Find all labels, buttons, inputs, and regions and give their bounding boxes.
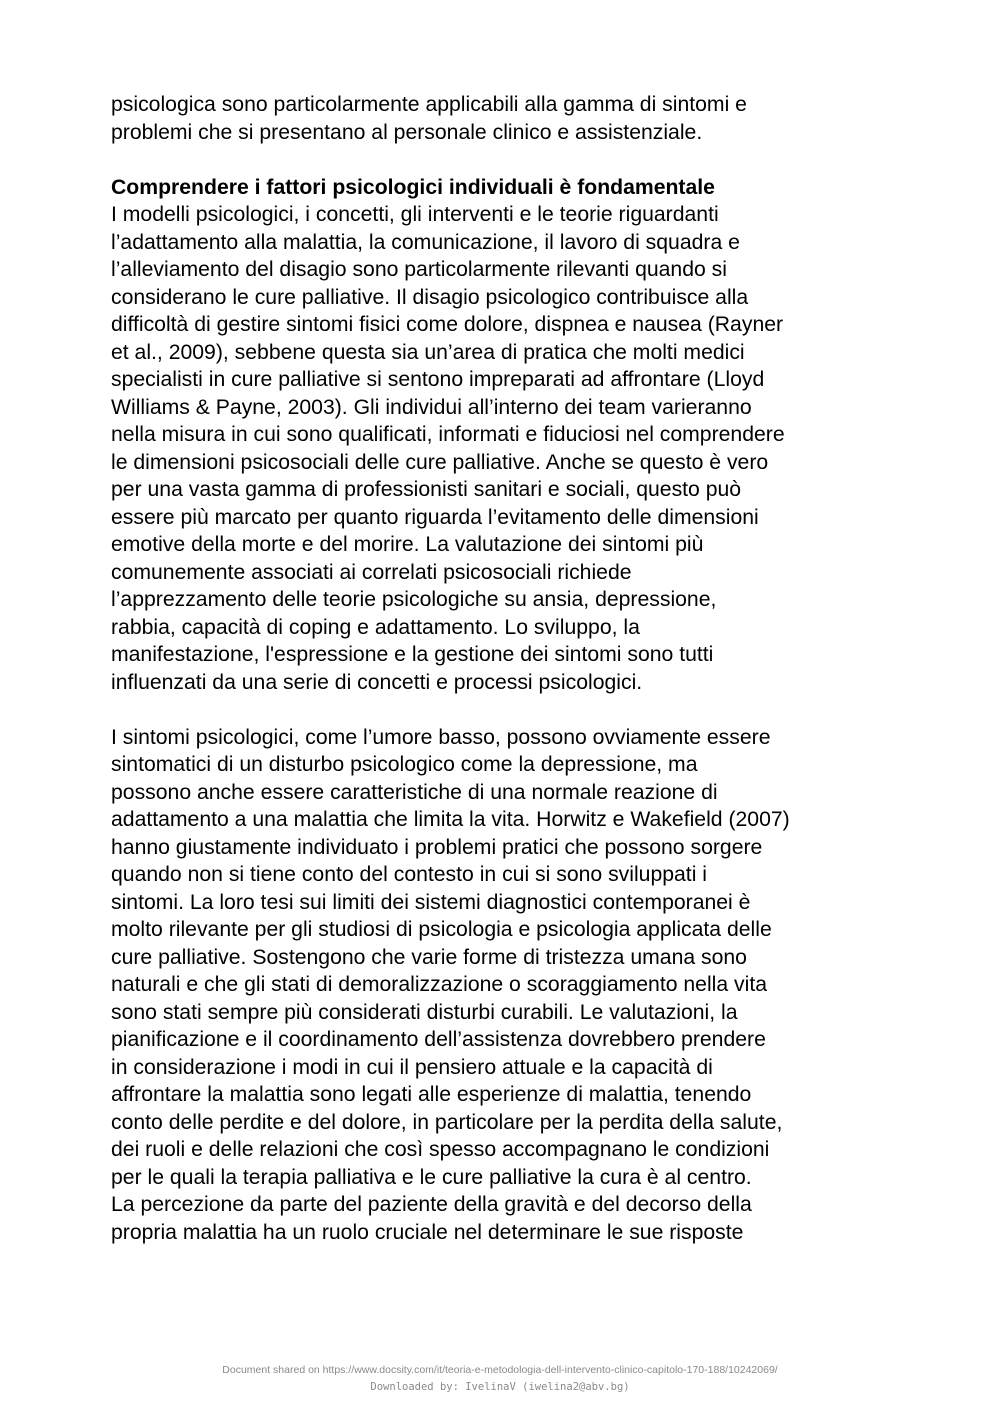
text-line: l’adattamento alla malattia, la comunicazione, il lavoro di squadra e: [111, 230, 740, 254]
text-line: La percezione da parte del paziente della gravità e del decorso della: [111, 1193, 752, 1216]
text-line: et al., 2009), sebbene questa sia un’area di pratica che molti medici: [111, 340, 745, 364]
text-line: problemi che si presentano al personale clinico e assistenziale.: [111, 120, 703, 144]
text-line: possono anche essere caratteristiche di una normale reazione di: [111, 780, 718, 804]
text-line: propria malattia ha un ruolo cruciale nel determinare le sue risposte: [111, 1220, 744, 1244]
text-line: I modelli psicologici, i concetti, gli interventi e le teorie riguardanti: [111, 203, 719, 226]
text-line: rabbia, capacità di coping e adattamento. Lo sviluppo, la: [111, 615, 640, 639]
text-line: per le quali la terapia palliativa e le cure palliative la cura è al centro.: [111, 1165, 752, 1189]
text-line: sono stati sempre più considerati disturbi curabili. Le valutazioni, la: [111, 1000, 738, 1024]
text-line: quando non si tiene conto del contesto in cui si sono sviluppati i: [111, 863, 707, 886]
text-line: naturali e che gli stati di demoralizzazione o scoraggiamento nella vita: [111, 973, 767, 996]
text-line: psicologica sono particolarmente applicabili alla gamma di sintomi e: [111, 93, 747, 116]
paragraph-spacer: [111, 146, 901, 174]
text-line: dei ruoli e delle relazioni che così spesso accompagnano le condizioni: [111, 1138, 770, 1161]
section-heading: Comprendere i fattori psicologici individuali è fondamentale: [111, 175, 715, 199]
text-line: nella misura in cui sono qualificati, informati e fiduciosi nel comprendere: [111, 423, 785, 446]
text-line: pianificazione e il coordinamento dell’assistenza dovrebbero prendere: [111, 1028, 766, 1051]
text-line: per una vasta gamma di professionisti sanitari e sociali, questo può: [111, 478, 742, 501]
text-line: sintomi. La loro tesi sui limiti dei sistemi diagnostici contemporanei è: [111, 890, 751, 914]
paragraph-1: [111, 201, 901, 696]
text-line: considerano le cure palliative. Il disagio psicologico contribuisce alla: [111, 285, 749, 309]
text-line: Williams & Payne, 2003). Gli individui all’interno dei team varieranno: [111, 395, 752, 419]
text-line: in considerazione i modi in cui il pensiero attuale e la capacità di: [111, 1055, 713, 1079]
paragraph-intro: [111, 91, 901, 146]
text-line: cure palliative. Sostengono che varie forme di tristezza umana sono: [111, 945, 747, 969]
text-line: manifestazione, l'espressione e la gestione dei sintomi sono tutti: [111, 643, 714, 666]
text-line: I sintomi psicologici, come l’umore basso, possono ovviamente essere: [111, 725, 771, 749]
text-line: influenzati da una serie di concetti e processi psicologici.: [111, 670, 643, 694]
text-line: l’alleviamento del disagio sono particolarmente rilevanti quando si: [111, 258, 727, 281]
text-line: essere più marcato per quanto riguarda l’evitamento delle dimensioni: [111, 505, 759, 529]
text-line: le dimensioni psicosociali delle cure palliative. Anche se questo è vero: [111, 450, 769, 474]
text-line: emotive della morte e del morire. La valutazione dei sintomi più: [111, 533, 704, 556]
document-body: [111, 91, 901, 1246]
text-line: specialisti in cure palliative si sentono impreparati ad affrontare (Lloyd: [111, 368, 765, 391]
text-line: conto delle perdite e del dolore, in particolare per la perdita della salute,: [111, 1110, 783, 1134]
text-line: l’apprezzamento delle teorie psicologiche su ansia, depressione,: [111, 588, 717, 611]
text-line: comunemente associati ai correlati psicosociali richiede: [111, 560, 632, 584]
text-line: molto rilevante per gli studiosi di psicologia e psicologia applicata delle: [111, 918, 772, 941]
paragraph-spacer: [111, 696, 901, 724]
text-line: sintomatici di un disturbo psicologico come la depressione, ma: [111, 753, 698, 776]
footer-downloaded-by: Downloaded by: IvelinaV (iwelina2@abv.bg): [370, 1381, 630, 1393]
text-line: affrontare la malattia sono legati alle esperienze di malattia, tenendo: [111, 1083, 752, 1106]
text-line: hanno giustamente individuato i problemi pratici che possono sorgere: [111, 835, 763, 859]
footer-shared-url: Document shared on https://www.docsity.com/it/teoria-e-metodologia-dell-intervento-clinico-capitolo-170-188/10242069/: [222, 1364, 778, 1376]
text-line: adattamento a una malattia che limita la vita. Horwitz e Wakefield (2007): [111, 808, 790, 831]
paragraph-2: [111, 724, 901, 1247]
text-line: difficoltà di gestire sintomi fisici come dolore, dispnea e nausea (Rayner: [111, 313, 784, 336]
